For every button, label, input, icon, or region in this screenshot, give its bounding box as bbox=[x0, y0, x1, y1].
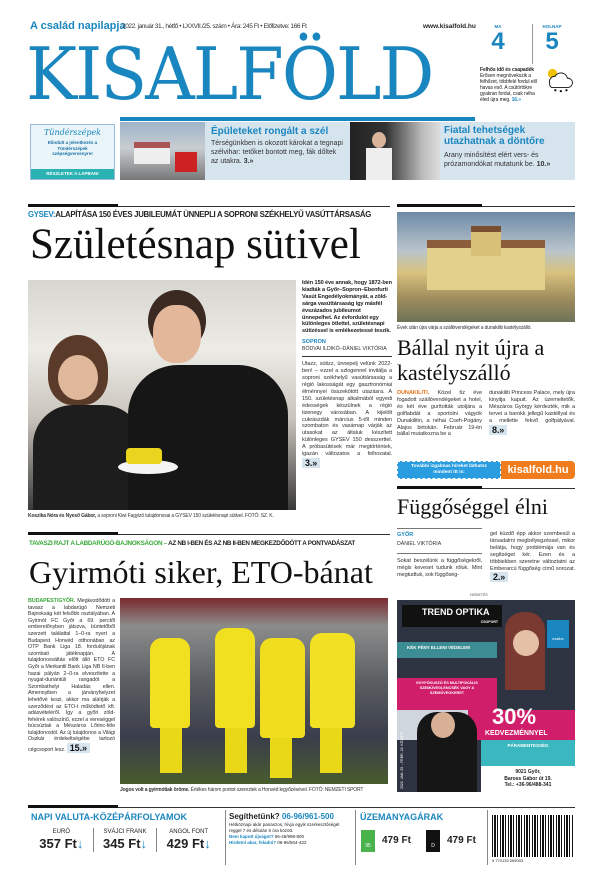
lead-location: SOPRON bbox=[302, 339, 326, 346]
sport-photo bbox=[120, 598, 388, 784]
fuel-95-price: 479 Ft bbox=[382, 835, 411, 846]
page-ref[interactable]: 3.» bbox=[302, 458, 320, 468]
fuel-diesel-price: 479 Ft bbox=[447, 835, 476, 846]
teaser-title: Épületeket rongált a szél bbox=[211, 126, 329, 137]
ad-line-antifog: PÁRAMENTESSÉG bbox=[481, 740, 575, 766]
sport-kicker: TAVASZI RAJT A LABDARÚGÓ-BAJNOKSÁGON – AZ NB I-BEN ÉS AZ NB II-BEN MEGKEZDŐDÖTT A PONTVADÁSZAT bbox=[29, 540, 355, 547]
banner-brand: kisalfold.hu bbox=[501, 461, 575, 479]
essilor-logo: essilor bbox=[547, 620, 569, 648]
ad-line-bluelight: KÉK FÉNY ELLENI VÉDELEM bbox=[397, 642, 497, 658]
currency-rates bbox=[30, 828, 220, 852]
ad-dates: 2022. JAN. 25. - FEBR. 18. KÖZÖTT bbox=[400, 731, 404, 789]
lead-photo bbox=[28, 280, 296, 510]
lead-photo-caption: Koszika Nóra és Nyeső Gábor, a soproni Kiwi Fagyizó tulajdonosai a GYSEV 150 születésnapi sütivel. FOTÓ: SZ. K. bbox=[28, 513, 274, 519]
teaser-storm-photo bbox=[120, 122, 205, 180]
contest-title: Tündérszépek bbox=[43, 128, 102, 137]
lead-kicker: GYSEV:ALAPÍTÁSA 150 ÉVES JUBILEUMÁT ÜNNEPLI A SOPRONI SZÉKHELYŰ VASÚTTÁRSASÁG bbox=[28, 210, 371, 219]
issue-meta: 2022. január 31., hétfő • LXXVII./25. szám • Ára: 245 Ft • Előfizetve: 166 Ft bbox=[122, 23, 307, 30]
castle-body-col2: dunakiliti Princess Palace, mely újra kinyitja kapuit. Az üzemeltetők, Mészáros György kérdezték, mik a tervei a barokk jellegű kastéllyal és a mellette fekvő golfpályával. 8.» bbox=[489, 390, 575, 435]
teaser-title: Fiatal tehetségek utazhatnak a döntőre bbox=[444, 125, 545, 147]
masthead: KISALFÖLD bbox=[26, 32, 433, 116]
addiction-headline[interactable]: Függőséggel élni bbox=[397, 494, 548, 519]
tomorrow-temp: 5 bbox=[545, 28, 559, 55]
ad-address: 9021 Győr, Baross Gábor út 19. Tel.: +36-96/488-341 bbox=[481, 766, 575, 792]
weather-tomorrow bbox=[532, 24, 572, 54]
tomorrow-label: HOLNAP bbox=[542, 24, 562, 29]
rate-gbp: ANGOL FONT 429 Ft↓ bbox=[166, 829, 211, 851]
addiction-location: GYŐR bbox=[397, 532, 414, 538]
details-button[interactable]: RÉSZLETEK A LAPBAN! bbox=[31, 169, 114, 179]
gas-pump-95-icon: 95 bbox=[361, 830, 375, 852]
ad-brand: TREND OPTIKA CSOPORT bbox=[402, 605, 502, 627]
today-label: MA bbox=[494, 24, 502, 29]
teaser-text: Térségünkben is okozott károkat a tegnapi szélvihar: tetőket bontott meg, fák dőltek az utakra. 3.» bbox=[211, 140, 343, 165]
ad-label: HIRDETÉS bbox=[470, 593, 488, 597]
lead-body: Utazz, sütizz, ünnepelj velünk 2022-ben! – ezzel a szlogennel invitálja a soproni székhelyű vasúttársaság a régió lakosságát egy gasztronómiai élménnyel összekötött utazásra. A 150. születésnap alkalmából egyedi édességek készülnek a régió tizenegy városában. A kijelölt cukrászdák március 5-től minden szombaton és vasárnap várják az utasokat az általuk készített különleges GYSEV 150 desszerttel. A próbasütések már megtörténtek, igazán változatos a felhozatal. 3.» bbox=[302, 361, 392, 468]
website-link[interactable]: www.kisalfold.hu bbox=[423, 23, 476, 30]
gas-pump-diesel-icon: D bbox=[426, 830, 440, 852]
rate-chf: SVÁJCI FRANK 345 Ft↓ bbox=[94, 828, 158, 852]
lead-column bbox=[302, 280, 392, 469]
page-ref[interactable]: 8.» bbox=[489, 425, 507, 435]
sport-body: BUDAPEST/GYŐR. Megkezdődött a tavasz a labdarúgó Nemzeti Bajnokság két felsőbb osztályában. A Gyirmót FC Győr a 69. perctől emberelőnyben játszva, büntetőből szerzett találattal 1–0-ra nyert a Budapest Honvéd otthonában az OTP Bank Liga 18. fordulójának szombati játéknapján. A tulajdonosváltás előtt álló ETO FC Győr a Merkantil Bank Liga NB II-ben hazai pályán 2–0-ra elveszítette a nyugat-dunántúli rangadót a Szombathelyi Haladás ellen. Amennyiben a járványhelyzet lehetővé teszi, akkor ma aláírják a szerződést az ETO-t működtető kft. adásvételéről. Így a győri zöld-fehérek valószínű, ezzel a vereséggel búcsúztak a Mészáros Lőrinc-féle tulajdonostól. Az új tulajdonos a Világi Oszkár érdekeltségébe tartozó cégcsoport lesz. 15.» bbox=[28, 598, 115, 754]
addiction-body-col2: gel küzdő épp akkor szembesül a társadalmi megbélyegzéssel, mikor belátja, hogy problémája van és segítséget kér. Ezen és a többiekben szeretne változtatni az Emberarcú függőség című sorozat. 2.» bbox=[490, 531, 575, 583]
ad-discount-label: KEDVEZMÉNNYEL bbox=[485, 730, 548, 737]
rate-eur: EURÓ 357 Ft↓ bbox=[30, 828, 94, 852]
teaser-page-ref[interactable]: 3.» bbox=[243, 158, 254, 165]
currency-title: NAPI VALUTA-KÖZÉPÁRFOLYAMOK bbox=[31, 812, 188, 822]
teaser-page-ref[interactable]: 10.» bbox=[536, 161, 551, 168]
lead-authors: BÖDVAI ILDIKÓ–DÁNIEL VIKTÓRIA bbox=[302, 346, 387, 353]
cloud-snow-icon bbox=[543, 67, 575, 93]
trend-optika-ad[interactable] bbox=[397, 600, 575, 792]
teaser-talents[interactable] bbox=[350, 122, 575, 180]
ad-line-lenses: EGYFÓKUSZÚ ÉS MULTIFOKÁLIS SZEMÜVEGLENCSÉK VAGY A SZEMÜVEGKERET bbox=[397, 678, 497, 710]
barcode-number: 9 770133 065003 bbox=[492, 858, 524, 863]
lead-headline[interactable]: Születésnap sütivel bbox=[30, 221, 361, 268]
contest-text: Elindult a jelentkezés a Tündérszépek szépségversenyre! bbox=[47, 140, 98, 156]
addiction-author: DÁNIEL VIKTÓRIA bbox=[397, 541, 442, 547]
castle-body-col1: DUNAKILITI. Közel tíz éve fogadott szállóvendégeket a hotel, és két éve gurították utoljára a golflabdát a sportolni vágyók Dunakilitin, a néhai Cseh-Pogány Alajos birtokán. Február 19-én bállal mutatkozna be a bbox=[397, 390, 482, 438]
weather-title: Felhős idő és csapadék bbox=[480, 67, 534, 73]
help-box: Segíthetünk? 06-96/961-500 Hétköznapi akár panaszos, hívja egyik szerkesztőségét reggel 7 és délután 5 óra között. Nem kapott újságot? 06-46/998-800 Hirdetni akar, feladni? 06-96/504-422 bbox=[229, 812, 340, 845]
addiction-body-col1: Sokat beszélünk a függőségekről, mégis keveset tudunk róluk. Mint megtudtuk, sok függőség- bbox=[397, 558, 482, 578]
today-temp: 4 bbox=[491, 28, 505, 55]
sport-headline[interactable]: Gyirmóti siker, ETO-bánat bbox=[29, 554, 373, 590]
contest-ad[interactable] bbox=[30, 124, 115, 180]
teaser-storm[interactable] bbox=[120, 122, 350, 180]
castle-headline[interactable]: Bállal nyit újra a kastélyszálló bbox=[397, 335, 545, 385]
barcode bbox=[492, 815, 574, 857]
weather-text bbox=[480, 67, 575, 103]
sport-photo-caption: Jogos volt a gyirmótiak öröme. Értékes három pontot szereztek a Honvéd legyőzésével. FOTÓ: NEMZETI SPORT bbox=[120, 787, 364, 793]
castle-caption: Évek után újra várja a szállóvendégeket a dunakiliti kastélyszálló. bbox=[397, 325, 532, 331]
fuel-title: ÜZEMANYAGÁRAK bbox=[360, 812, 444, 822]
teaser-text: Arany minősítést elért vers- és prózamondókat mutatunk be. 10.» bbox=[444, 152, 551, 168]
kisalfold-banner[interactable] bbox=[397, 461, 575, 479]
page-ref[interactable]: 15.» bbox=[67, 743, 90, 753]
teaser-talents-photo bbox=[350, 122, 440, 180]
page-ref[interactable]: 2.» bbox=[490, 572, 508, 582]
banner-text: További izgalmas híreket láthatsz mindent itt is: bbox=[397, 461, 501, 479]
weather-page-ref[interactable]: 16.» bbox=[511, 97, 521, 103]
weather-today bbox=[478, 24, 518, 54]
ad-discount: 30% bbox=[492, 704, 537, 729]
help-phone[interactable]: 06-96/961-500 bbox=[281, 812, 334, 821]
tagline: A család napilapja bbox=[30, 20, 126, 32]
castle-photo bbox=[397, 212, 575, 322]
lead-intro: Idén 150 éve annak, hogy 1872-ben kiadták a Győr–Sopron–Ebenfurti Vasút Engedélyokmányát, a zöld-sárga vasúttársaság így másfél évszázados jubileumot ünnepelhet. Az évfordulót egy különleges ötlettel, születésnapi sütizéssel is emlékezetessé teszik. bbox=[302, 280, 392, 335]
weather-desc: Erősen megnövekszik a felhőzet, többfelé fordul elő havas eső. A csütörtökre gyakran fordul, csak néha éled újra meg. bbox=[480, 73, 538, 103]
